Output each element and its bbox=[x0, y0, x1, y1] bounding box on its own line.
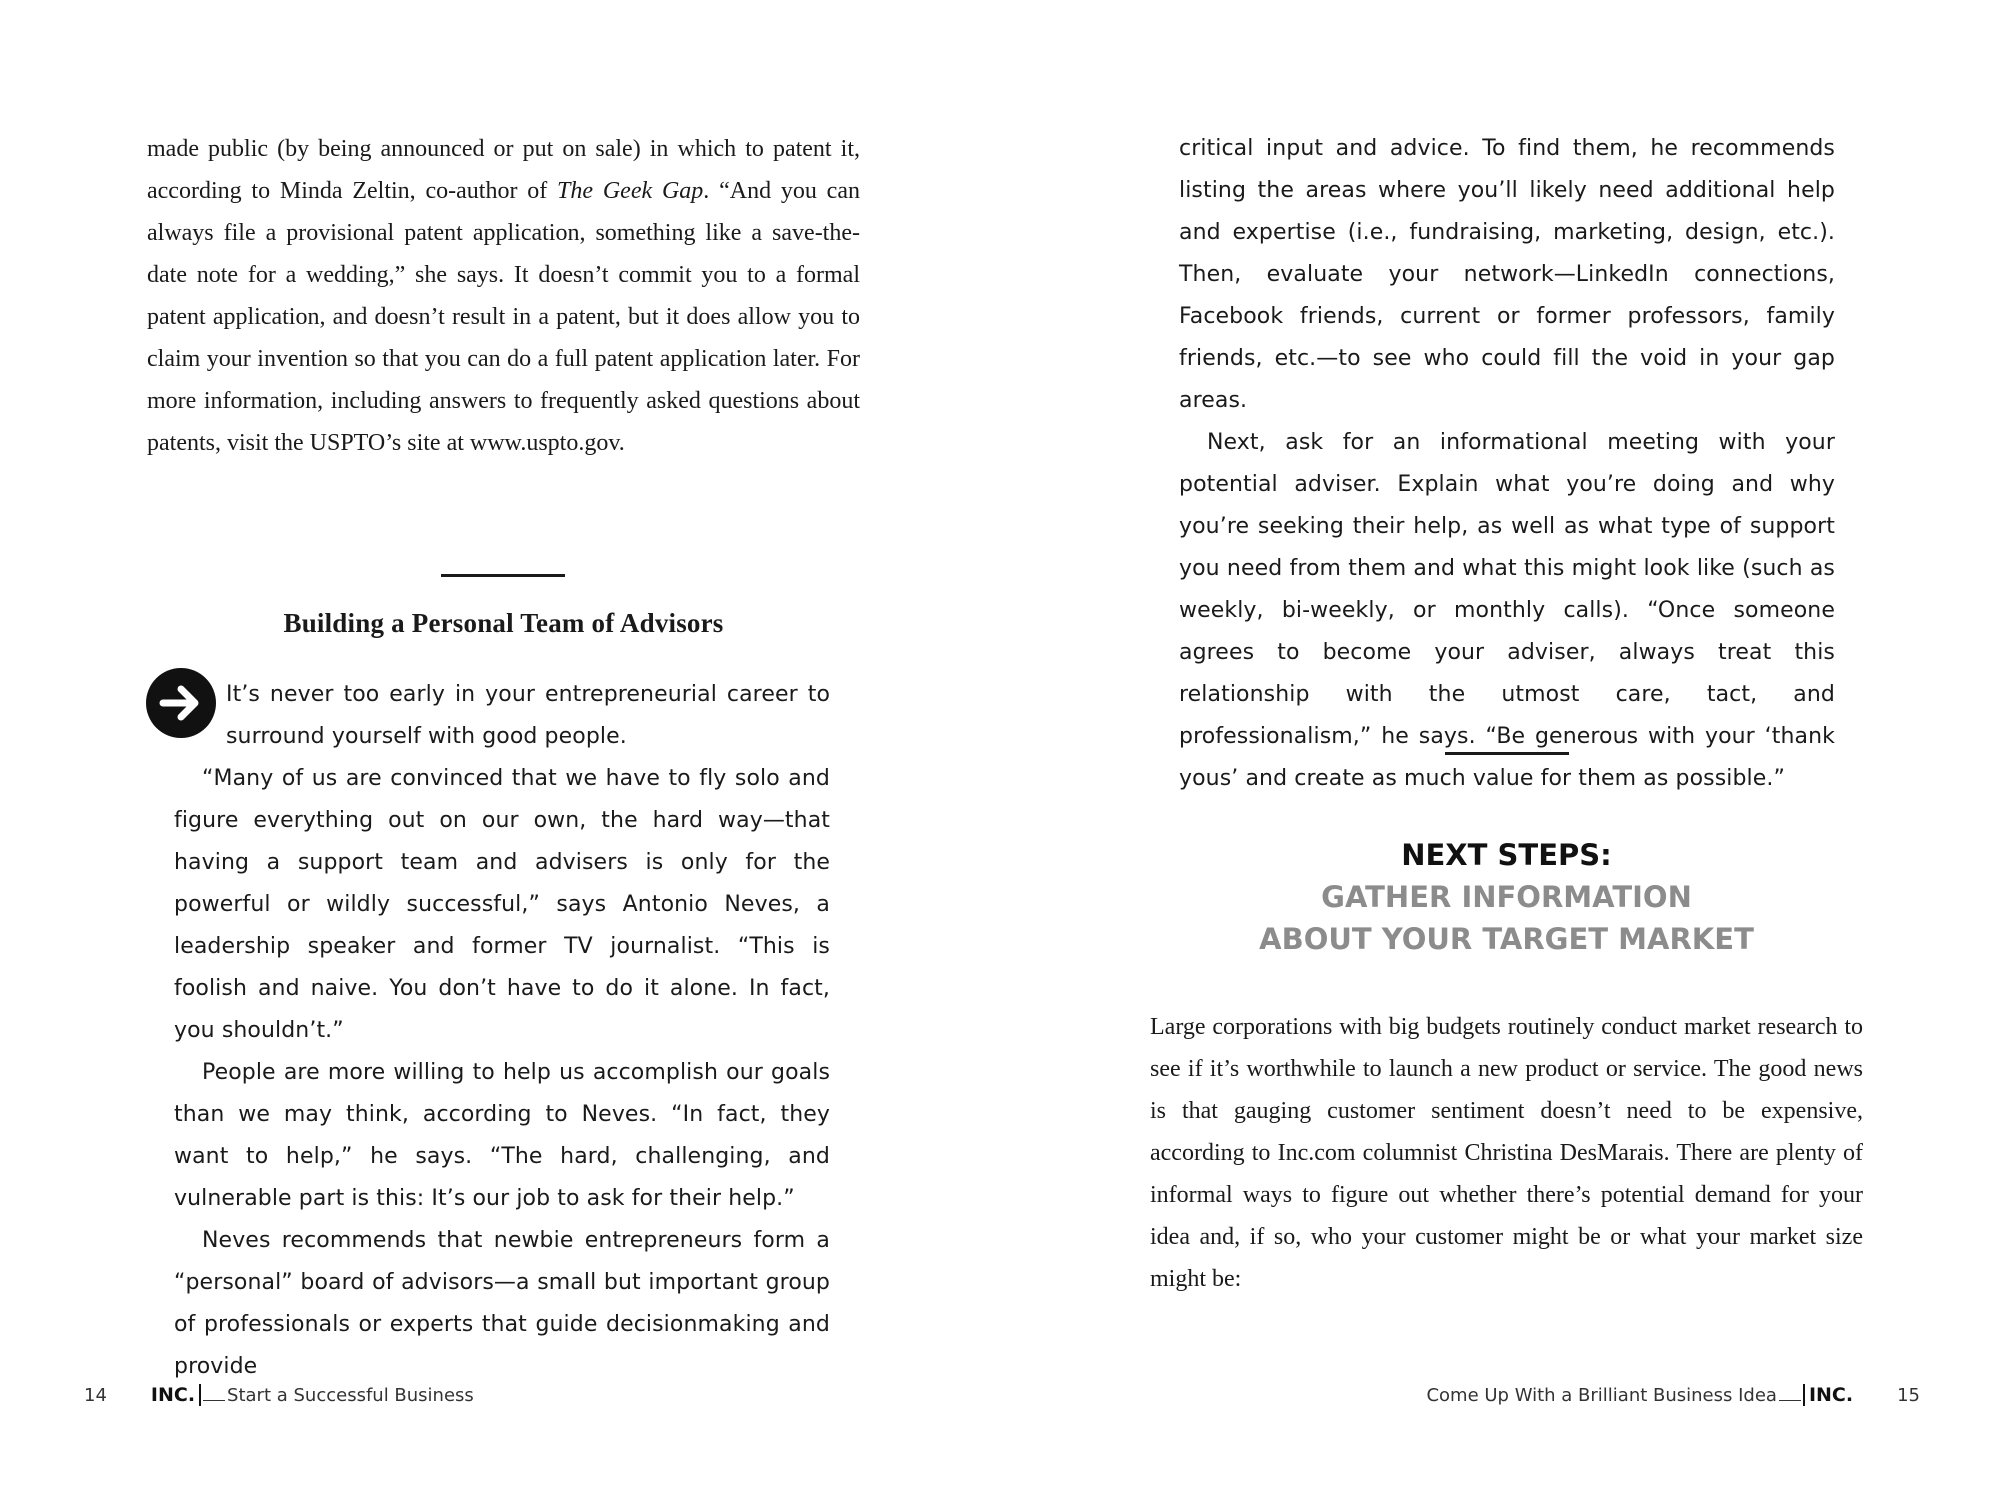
footer-title: Come Up With a Brilliant Business Idea bbox=[1426, 1385, 1777, 1406]
arrow-right-icon bbox=[146, 668, 216, 738]
market-paragraph: Large corporations with big budgets routinely conduct market research to see if it’s worthwhile to launch a new product or service. The good news is that gauging customer sentiment doesn’t need to be expensive, according to Inc.com columnist Christina DesMarais. There are plenty of informal ways to figure out whether there’s potential demand for your idea and, if so, who your customer might be or what your market size might be: bbox=[1150, 1014, 1863, 1292]
footer-title: Start a Successful Business bbox=[227, 1385, 474, 1406]
section-divider bbox=[1445, 752, 1569, 755]
section-divider bbox=[441, 574, 565, 577]
footer-rule bbox=[203, 1399, 225, 1401]
section-heading: Building a Personal Team of Advisors bbox=[283, 608, 724, 638]
paragraph: Next, ask for an informational meeting with your potential adviser. Explain what you’re doing and why you’re seeking their help, as well as what type of support you need from them and what this might look like (such as weekly, bi-weekly, or monthly calls). “Once someone agrees to become your adviser, always treat this relationship with the utmost care, tact, and professionalism,” he says. “Be generous with your ‘thank yous’ and create as much value for them as possible.” bbox=[1179, 430, 1835, 791]
page-number: 15 bbox=[1897, 1385, 1920, 1406]
next-steps-label: NEXT STEPS: bbox=[1401, 838, 1612, 872]
paragraph: People are more willing to help us accomplish our goals than we may think, according to Neves. “In fact, they want to help,” he says. “The hard, challenging, and vulnerable part is this: It’s our job to ask for their help.” bbox=[174, 1060, 830, 1211]
right-body-text bbox=[1179, 128, 1835, 800]
paragraph: Neves recommends that newbie entrepreneurs form a “personal” board of advisors—a small but important group of professionals or experts that guide decisionmaking and provide bbox=[174, 1228, 830, 1379]
paragraph: critical input and advice. To find them, he recommends listing the areas where you’ll likely need additional help and expertise (i.e., fundraising, marketing, design, etc.). Then, evaluate your network—LinkedIn connections, Facebook friends, current or former professors, family friends, etc.—to see who could fill the void in your gap areas. bbox=[1179, 136, 1835, 413]
next-steps-subtitle: ABOUT YOUR TARGET MARKET bbox=[1259, 922, 1754, 956]
inc-logo: INC. bbox=[1803, 1384, 1853, 1406]
next-steps-heading bbox=[1150, 834, 1863, 960]
right-footer bbox=[1426, 1384, 1920, 1406]
inc-logo: INC. bbox=[151, 1384, 201, 1406]
paragraph-text: . “And you can always file a provisional patent application, something like a save-the-date note for a wedding,” she says. It doesn’t commit you to a formal patent application, and doesn’t result in a patent, but it does allow you to claim your invention so that you can do a full patent application later. For more information, including answers to frequently asked questions about patents, visit the USPTO’s site at www.uspto.gov. bbox=[147, 178, 860, 456]
body-text bbox=[174, 758, 830, 1388]
footer-rule bbox=[1779, 1399, 1801, 1401]
top-paragraph bbox=[147, 128, 860, 464]
page-number: 14 bbox=[84, 1385, 107, 1406]
book-title: The Geek Gap bbox=[557, 178, 704, 204]
paragraph-text: made public (by being announced or put on sale) in which to patent it, according to Minda Zeltin, co-author of bbox=[147, 136, 860, 204]
left-footer bbox=[84, 1384, 474, 1406]
paragraph: “Many of us are convinced that we have to fly solo and figure everything out on our own, the hard way—that having a support team and advisers is only for the powerful or wildly successful,” says Antonio Neves, a leadership speaker and former TV journalist. “This is foolish and naive. You don’t have to do it alone. In fact, you shouldn’t.” bbox=[174, 766, 830, 1043]
next-steps-subtitle: GATHER INFORMATION bbox=[1321, 880, 1692, 914]
intro-text: It’s never too early in your entrepreneurial career to surround yourself with good people. bbox=[226, 682, 830, 749]
